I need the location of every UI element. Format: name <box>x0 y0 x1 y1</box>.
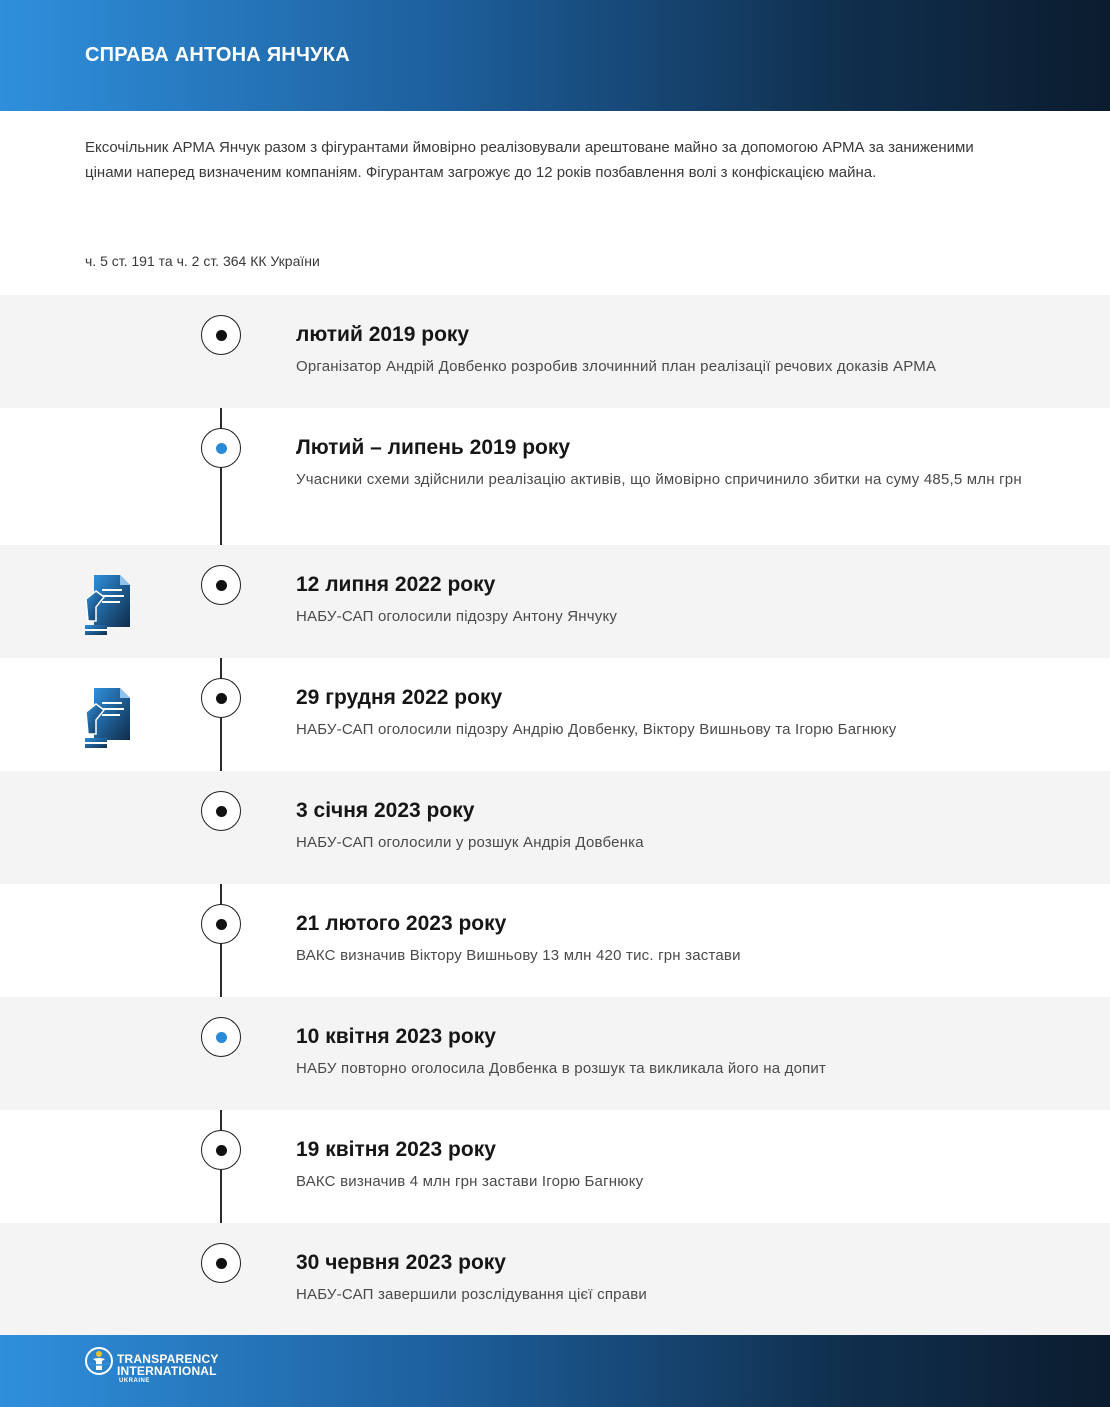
logo-line-1: TRANSPARENCY <box>117 1352 219 1366</box>
timeline-event <box>0 997 1110 1110</box>
page-footer <box>0 1335 1110 1407</box>
event-date: 3 січня 2023 року <box>296 799 475 822</box>
event-description: НАБУ-САП оголосили підозру Андрію Довбенку, Віктору Вишньову та Ігорю Багнюку <box>296 721 897 738</box>
timeline-marker <box>201 315 241 355</box>
marker-dot <box>216 806 227 817</box>
marker-dot <box>216 1145 227 1156</box>
timeline-event <box>0 545 1110 658</box>
transparency-international-logo-icon <box>84 1346 114 1376</box>
event-description: Організатор Андрій Довбенко розробив злочинний план реалізації речових доказів АРМА <box>296 358 937 375</box>
page-header <box>0 0 1110 111</box>
timeline-marker <box>201 565 241 605</box>
event-description: НАБУ-САП оголосили у розшук Андрія Довбенка <box>296 834 644 851</box>
event-date: 30 червня 2023 року <box>296 1251 506 1274</box>
event-description: Учасники схеми здійснили реалізацію активів, що ймовірно спричинило збитки на суму 485,5 млн грн <box>296 471 1022 488</box>
event-description: ВАКС визначив 4 млн грн застави Ігорю Багнюку <box>296 1173 644 1190</box>
event-date: 10 квітня 2023 року <box>296 1025 496 1048</box>
law-reference: ч. 5 ст. 191 та ч. 2 ст. 364 КК України <box>85 253 320 269</box>
event-description: ВАКС визначив Віктору Вишньову 13 млн 420 тис. грн застави <box>296 947 741 964</box>
logo-line-2: INTERNATIONAL <box>117 1364 217 1378</box>
event-date: 19 квітня 2023 року <box>296 1138 496 1161</box>
timeline-marker <box>201 678 241 718</box>
event-description: НАБУ повторно оголосила Довбенка в розшук та викликала його на допит <box>296 1060 827 1077</box>
footer-logo-text <box>117 1353 219 1385</box>
marker-dot <box>216 1258 227 1269</box>
intro-paragraph: Ексочільник АРМА Янчук разом з фігурантами ймовірно реалізовували арештоване майно за допомогою АРМА за заниженими цінами наперед визначеним компаніям. Фігурантам загрожує до 12 років позбавлення волі з конфіскацією майна. <box>85 139 974 181</box>
timeline-marker <box>201 1017 241 1057</box>
marker-dot <box>216 330 227 341</box>
timeline-event <box>0 1223 1110 1336</box>
marker-dot <box>216 1032 227 1043</box>
timeline-event <box>0 1110 1110 1223</box>
event-description: НАБУ-САП завершили розслідування цієї справи <box>296 1286 647 1303</box>
timeline-marker <box>201 904 241 944</box>
timeline-marker <box>201 1130 241 1170</box>
event-date: лютий 2019 року <box>296 323 470 346</box>
timeline-event <box>0 884 1110 997</box>
event-date: 21 лютого 2023 року <box>296 912 507 935</box>
timeline-marker <box>201 428 241 468</box>
marker-dot <box>216 580 227 591</box>
event-description: НАБУ-САП оголосили підозру Антону Янчуку <box>296 608 618 625</box>
timeline-event <box>0 658 1110 771</box>
marker-dot <box>216 919 227 930</box>
timeline-event <box>0 295 1110 408</box>
document-hand-icon <box>82 573 134 641</box>
document-hand-icon <box>82 686 134 754</box>
timeline-marker <box>201 1243 241 1283</box>
timeline-event <box>0 408 1110 545</box>
event-date: Лютий – липень 2019 року <box>296 436 571 459</box>
marker-dot <box>216 693 227 704</box>
timeline-marker <box>201 791 241 831</box>
event-date: 29 грудня 2022 року <box>296 686 503 709</box>
timeline <box>0 295 1110 1336</box>
event-date: 12 липня 2022 року <box>296 573 496 596</box>
logo-line-3: UKRAINE <box>119 1378 150 1384</box>
marker-dot <box>216 443 227 454</box>
page-title: СПРАВА АНТОНА ЯНЧУКА <box>85 44 350 66</box>
timeline-event <box>0 771 1110 884</box>
